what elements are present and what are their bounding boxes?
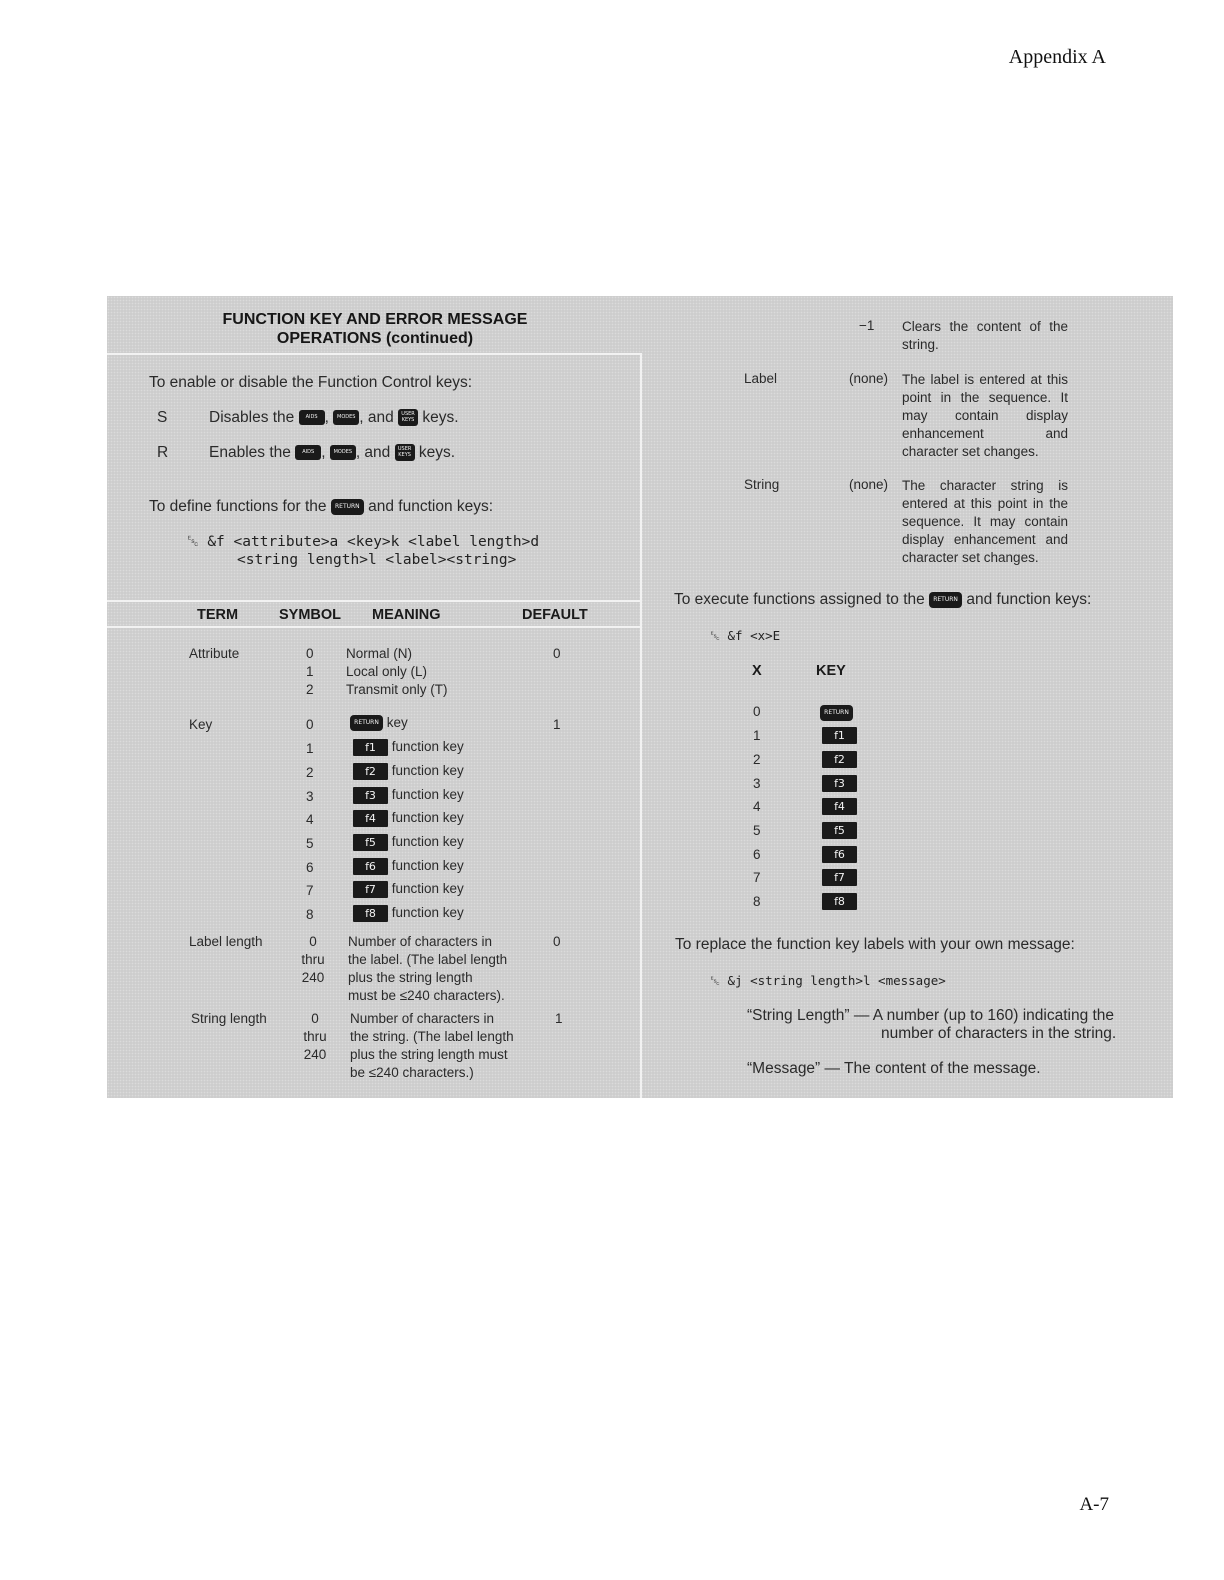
string-length-meaning-3: be ≤240 characters.) [350, 1065, 474, 1080]
column-divider [640, 354, 642, 1098]
table-top-divider [107, 600, 642, 602]
label-length-symbol-1: thru [301, 952, 325, 967]
exec-x-0: 0 [753, 704, 761, 719]
string-default: (none) [849, 477, 889, 492]
enable-sep-2: , and [355, 444, 391, 461]
card-title-line-1: FUNCTION KEY AND ERROR MESSAGE [222, 311, 528, 328]
f1-key-icon: f1 [822, 727, 857, 744]
f2-key-icon: f2 [353, 763, 388, 780]
disable-pre: Disables the [209, 409, 295, 426]
exec-header-key: KEY [816, 663, 846, 679]
define-escape-sequence-2: <string length>l <label><string> [237, 552, 517, 568]
exec-key-4 [822, 798, 857, 816]
key-symbol-8: 8 [306, 907, 314, 922]
string-length-note-2: number of characters in the string. [881, 1025, 1117, 1042]
disable-sep-2: , and [359, 409, 394, 426]
key-term: Key [189, 717, 213, 732]
table-header-divider [107, 626, 642, 628]
label-meaning: The label is entered at this point in the sequence. It may contain display enhancement and character set changes. [902, 372, 1068, 459]
exec-x-5: 5 [753, 823, 761, 838]
exec-header-x: X [752, 663, 762, 679]
define-escape-sequence-1: ␛ &f <attribute>a <key>k <label length>d [187, 534, 540, 550]
exec-x-3: 3 [753, 776, 761, 791]
string-length-symbol-0: 0 [311, 1011, 319, 1026]
key-row-f8 [353, 905, 464, 922]
attribute-term: Attribute [189, 646, 240, 661]
key-row-f3 [353, 787, 464, 804]
key-default: 1 [553, 717, 561, 732]
define-pre: To define functions for the [149, 498, 327, 515]
enable-line [209, 444, 455, 462]
message-note: “Message” — The content of the message. [747, 1060, 1041, 1077]
modes-key-icon: MODES [333, 410, 359, 425]
page-number: A-7 [1079, 1494, 1109, 1515]
f3-key-icon: f3 [822, 775, 857, 792]
user-keys-key-icon: USER KEYS [398, 409, 418, 426]
f7-key-icon: f7 [353, 881, 388, 898]
disable-line [209, 409, 459, 427]
exec-x-8: 8 [753, 894, 761, 909]
enable-code: R [157, 444, 169, 461]
string-length-note-1: “String Length” — A number (up to 160) indicating the [747, 1007, 1115, 1024]
attribute-meaning-1: Local only (L) [346, 664, 428, 679]
header-term: TERM [197, 607, 239, 623]
reference-card [107, 296, 1173, 1098]
exec-key-2 [822, 751, 857, 769]
attribute-symbol-1: 1 [306, 664, 314, 679]
key-symbol-2: 2 [306, 765, 314, 780]
key-row-f5 [353, 834, 464, 851]
key-row-f7 [353, 881, 464, 898]
f6-key-icon: f6 [822, 846, 857, 863]
label-length-symbol-0: 0 [309, 934, 317, 949]
exec-key-8 [822, 893, 857, 911]
key-meaning-7: function key [391, 881, 464, 897]
f7-key-icon: f7 [822, 869, 857, 886]
label-length-meaning-3: must be ≤240 characters). [348, 988, 505, 1003]
f2-key-icon: f2 [822, 751, 857, 768]
replace-heading: To replace the function key labels with your own message: [675, 936, 1075, 953]
disable-sep-1: , [324, 409, 329, 426]
key-symbol-6: 6 [306, 860, 314, 875]
label-length-meaning-1: the label. (The label length [348, 952, 508, 967]
enable-post: keys. [418, 444, 456, 461]
string-term: String [744, 477, 780, 492]
return-key-icon: RETURN [929, 592, 962, 608]
key-symbol-5: 5 [306, 836, 314, 851]
enable-heading: To enable or disable the Function Control keys: [149, 374, 473, 391]
label-length-default: 0 [553, 934, 561, 949]
key-meaning-6: function key [391, 858, 464, 874]
key-meaning-1: function key [391, 739, 464, 755]
exec-key-7 [822, 869, 857, 887]
f6-key-icon: f6 [353, 858, 388, 875]
label-length-meaning-0: Number of characters in [348, 934, 493, 949]
key-row-f4 [353, 810, 464, 827]
attribute-symbol-0: 0 [306, 646, 314, 661]
define-post: and function keys: [368, 498, 494, 515]
disable-code: S [157, 409, 168, 426]
exec-key-1 [822, 727, 857, 745]
header-meaning: MEANING [372, 607, 441, 623]
return-key-icon: RETURN [820, 705, 853, 721]
key-meaning-3: function key [391, 787, 464, 803]
key-meaning-2: function key [391, 763, 464, 779]
minus-one-symbol: −1 [859, 318, 875, 333]
key-meaning-5: function key [391, 834, 464, 850]
aids-key-icon: AIDS [295, 445, 321, 460]
disable-post: keys. [422, 409, 459, 426]
exec-x-1: 1 [753, 728, 761, 743]
aids-key-icon: AIDS [299, 410, 325, 425]
enable-pre: Enables the [209, 444, 291, 461]
string-length-symbol-2: 240 [303, 1047, 327, 1062]
key-return-meaning: key [386, 715, 408, 730]
f5-key-icon: f5 [822, 822, 857, 839]
exec-key-6 [822, 846, 857, 864]
exec-key-0 [820, 704, 853, 722]
string-length-meaning-1: the string. (The label length [350, 1029, 514, 1044]
attribute-symbol-2: 2 [306, 682, 314, 697]
label-length-term: Label length [189, 934, 263, 949]
key-symbol-7: 7 [306, 883, 314, 898]
exec-key-5 [822, 822, 857, 840]
f4-key-icon: f4 [353, 810, 388, 827]
execute-post: and function keys: [966, 591, 1092, 608]
header-symbol: SYMBOL [279, 607, 342, 623]
user-keys-key-icon: USER KEYS [395, 444, 415, 461]
key-row-f2 [353, 763, 464, 780]
string-length-term: String length [191, 1011, 267, 1026]
define-line [149, 498, 493, 516]
attribute-meaning-0: Normal (N) [346, 646, 412, 661]
key-symbol-1: 1 [306, 741, 314, 756]
attribute-meaning-2: Transmit only (T) [346, 682, 448, 697]
key-meaning-8: function key [391, 905, 464, 921]
title-divider [107, 353, 642, 355]
exec-key-3 [822, 775, 857, 793]
f3-key-icon: f3 [353, 787, 388, 804]
label-term: Label [744, 371, 778, 386]
replace-escape-sequence: ␛ &j <string length>l <message> [710, 973, 946, 988]
execute-line [674, 591, 1091, 609]
string-length-meaning-2: plus the string length must [350, 1047, 508, 1062]
modes-key-icon: MODES [330, 445, 356, 460]
execute-pre: To execute functions assigned to the [674, 591, 925, 608]
exec-x-4: 4 [753, 799, 761, 814]
string-length-symbol-1: thru [303, 1029, 327, 1044]
f1-key-icon: f1 [353, 739, 388, 756]
f8-key-icon: f8 [353, 905, 388, 922]
label-length-meaning-2: plus the string length [348, 970, 473, 985]
f5-key-icon: f5 [353, 834, 388, 851]
key-symbol-3: 3 [306, 789, 314, 804]
page-header: Appendix A [1008, 46, 1106, 68]
return-key-icon: RETURN [350, 715, 383, 731]
card-title-line-2: OPERATIONS (continued) [276, 330, 474, 347]
exec-x-7: 7 [753, 870, 761, 885]
minus-one-meaning: Clears the content of the string. [902, 319, 1068, 352]
label-length-symbol-2: 240 [301, 970, 325, 985]
f8-key-icon: f8 [822, 893, 857, 910]
exec-x-6: 6 [753, 847, 761, 862]
enable-sep-1: , [321, 444, 326, 461]
string-length-meaning-0: Number of characters in [350, 1011, 495, 1026]
string-meaning: The character string is entered at this point in the sequence. It may contain display enhancement and character set changes. [902, 478, 1068, 565]
label-default: (none) [849, 371, 889, 386]
key-row-f6 [353, 858, 464, 875]
key-symbol-4: 4 [306, 812, 314, 827]
card-title [107, 310, 643, 348]
exec-x-2: 2 [753, 752, 761, 767]
string-length-default: 1 [555, 1011, 563, 1026]
key-return-row [350, 715, 408, 731]
key-meaning-4: function key [391, 810, 464, 826]
header-default: DEFAULT [522, 607, 588, 623]
f4-key-icon: f4 [822, 798, 857, 815]
key-row-f1 [353, 739, 464, 756]
key-symbol-return: 0 [306, 717, 314, 732]
execute-escape-sequence: ␛ &f <x>E [710, 628, 781, 643]
attribute-default: 0 [553, 646, 561, 661]
return-key-icon: RETURN [331, 499, 364, 515]
